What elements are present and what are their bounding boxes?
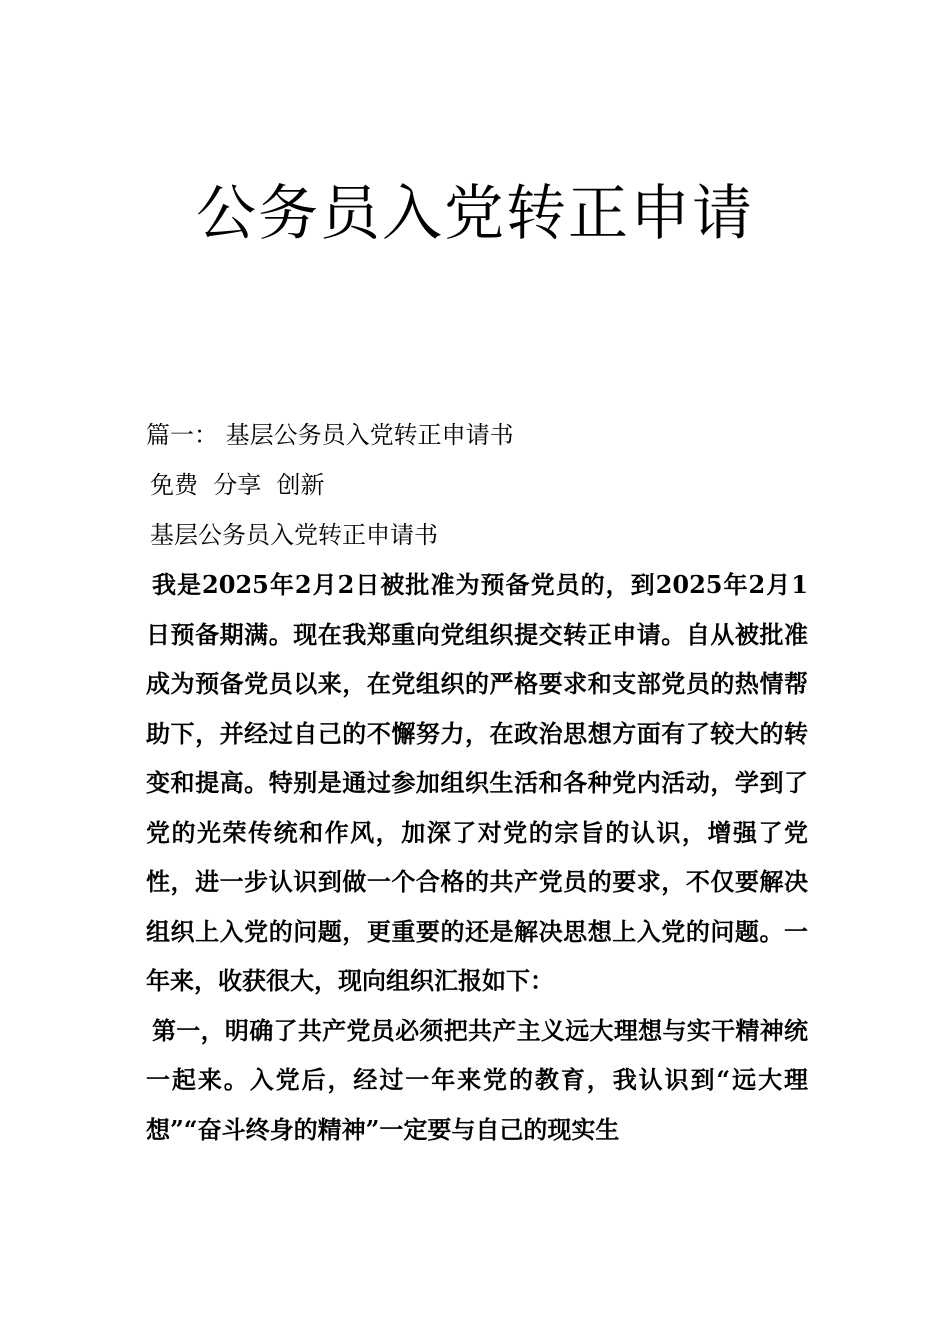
tagline: 免费 分享 创新 xyxy=(150,471,325,499)
subtitle: 基层公务员入党转正申请书 xyxy=(150,521,438,549)
paragraph-1: 我是2025年2月2日被批准为预备党员的，到2025年2月1日预备期满。现在我郑重向党组织提交转正申请。自从被批准成为预备党员以来，在党组织的严格要求和支部党员的热情帮助下，并经过自己的不懈努力，在政治思想方面有了较大的转变和提高。特别是通过参加组织生活和各种党内活动，学到了党的光荣传统和作风，加深了对党的宗旨的认识，增强了党性，进一步认识到做一个合格的共产党员的要求，不仅要解决组织上入党的问题，更重要的还是解决思想上入党的问题。一年来，收获很大，现向组织汇报如下： xyxy=(146,570,808,995)
document-body xyxy=(146,410,808,1154)
section-heading: 篇一： 基层公务员入党转正申请书 xyxy=(146,421,514,449)
document-title: 公务员入党转正申请 xyxy=(196,179,754,249)
paragraph-2: 第一，明确了共产党员必须把共产主义远大理想与实干精神统一起来。入党后，经过一年来党的教育，我认识到“远大理想”“奋斗终身的精神”一定要与自己的现实生 xyxy=(146,1015,808,1144)
